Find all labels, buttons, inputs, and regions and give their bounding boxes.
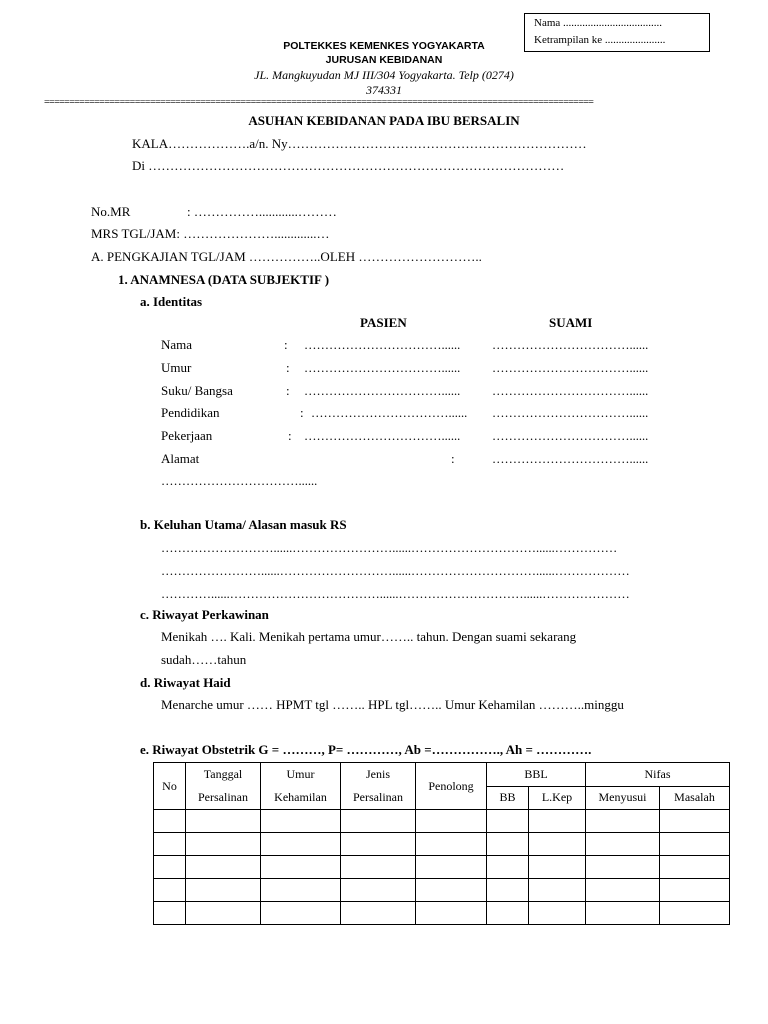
- col-lkep: L.Kep: [529, 786, 586, 810]
- col-umur-kehamilan: [261, 763, 341, 810]
- table-cell[interactable]: [660, 879, 730, 902]
- pendidikan-colon: :: [300, 405, 304, 420]
- table-cell[interactable]: [660, 902, 730, 925]
- identitas-heading: a. Identitas: [140, 294, 203, 309]
- table-cell[interactable]: [186, 902, 261, 925]
- table-cell[interactable]: [186, 833, 261, 856]
- table-cell[interactable]: [529, 856, 586, 879]
- col-umur-label: Umur: [286, 767, 315, 781]
- alamat-pasien-field[interactable]: ……………………………......: [161, 474, 318, 488]
- umur-pasien-field[interactable]: ……………………………......: [304, 361, 461, 375]
- table-cell[interactable]: [186, 856, 261, 879]
- keluhan-line-1[interactable]: ………………………......……………………......…………………………......……………: [161, 541, 618, 555]
- address: JL. Mangkuyudan MJ III/304 Yogyakarta. Telp (0274): [254, 68, 514, 82]
- pendidikan-pasien-field[interactable]: ……………………………......: [311, 406, 468, 420]
- table-cell[interactable]: [487, 902, 529, 925]
- nomr-field[interactable]: : ……………............………: [187, 204, 337, 219]
- table-row: [154, 879, 730, 902]
- umur-colon: :: [286, 360, 290, 375]
- obstetrik-heading: e. Riwayat Obstetrik G = ………, P= …………, Ab =……………., Ah = ………….: [140, 742, 592, 757]
- col-no: No: [154, 763, 186, 810]
- col-bb: BB: [487, 786, 529, 810]
- col-menyusui: Menyusui: [586, 786, 660, 810]
- table-cell[interactable]: [586, 856, 660, 879]
- col-jenis-persalinan-label: Persalinan: [353, 790, 403, 804]
- col-bbl: BBL: [487, 763, 586, 787]
- table-cell[interactable]: [154, 856, 186, 879]
- nama-suami-field[interactable]: ……………………………......: [492, 338, 649, 352]
- perkawinan-heading: c. Riwayat Perkawinan: [140, 607, 269, 622]
- alamat-label: Alamat: [161, 451, 200, 466]
- table-row: [154, 902, 730, 925]
- nama-pasien-field[interactable]: ……………………………......: [304, 338, 461, 352]
- table-cell[interactable]: [660, 810, 730, 833]
- table-row: [154, 833, 730, 856]
- table-cell[interactable]: [586, 833, 660, 856]
- table-cell[interactable]: [416, 810, 487, 833]
- table-cell[interactable]: [487, 833, 529, 856]
- suku-bangsa-colon: :: [286, 383, 290, 398]
- table-cell[interactable]: [416, 879, 487, 902]
- table-cell[interactable]: [261, 902, 341, 925]
- header-separator: =============================================================================================================: [44, 97, 594, 108]
- table-cell[interactable]: [186, 879, 261, 902]
- table-cell[interactable]: [341, 856, 416, 879]
- umur-suami-field[interactable]: ……………………………......: [492, 361, 649, 375]
- table-cell[interactable]: [487, 879, 529, 902]
- institution-name: POLTEKKES KEMENKES YOGYAKARTA: [283, 40, 485, 52]
- pengkajian-line[interactable]: A. PENGKAJIAN TGL/JAM ……………..OLEH ………………………..: [91, 249, 482, 264]
- suku-bangsa-pasien-field[interactable]: ……………………………......: [304, 384, 461, 398]
- nama-colon: :: [284, 337, 288, 352]
- table-cell[interactable]: [660, 856, 730, 879]
- obstetric-history-table: [153, 762, 730, 925]
- perkawinan-line-2[interactable]: sudah……tahun: [161, 652, 247, 667]
- table-cell[interactable]: [154, 810, 186, 833]
- haid-line-1[interactable]: Menarche umur …… HPMT tgl …….. HPL tgl…….. Umur Kehamilan ………..minggu: [161, 697, 624, 712]
- alamat-suami-field[interactable]: ……………………………......: [492, 452, 649, 466]
- pekerjaan-colon: :: [288, 428, 292, 443]
- table-cell[interactable]: [529, 879, 586, 902]
- kala-line[interactable]: KALA……………….a/n. Ny……………………………………………………………: [132, 136, 587, 151]
- haid-heading: d. Riwayat Haid: [140, 675, 231, 690]
- table-cell[interactable]: [529, 902, 586, 925]
- table-cell[interactable]: [261, 879, 341, 902]
- di-line[interactable]: Di ……………………………………………………………………………………: [132, 158, 565, 173]
- page-title: ASUHAN KEBIDANAN PADA IBU BERSALIN: [248, 113, 520, 128]
- table-cell[interactable]: [341, 833, 416, 856]
- table-cell[interactable]: [586, 879, 660, 902]
- mrs-line[interactable]: MRS TGL/JAM: ………………….............…: [91, 226, 330, 241]
- table-cell[interactable]: [586, 810, 660, 833]
- table-cell[interactable]: [341, 879, 416, 902]
- pendidikan-label: Pendidikan: [161, 405, 220, 420]
- table-header-row: [154, 763, 730, 787]
- alamat-colon: :: [451, 451, 455, 466]
- table-cell[interactable]: [529, 810, 586, 833]
- nama-field[interactable]: Nama ....................................: [534, 17, 663, 29]
- pekerjaan-suami-field[interactable]: ……………………………......: [492, 429, 649, 443]
- table-cell[interactable]: [487, 810, 529, 833]
- col-masalah: Masalah: [660, 786, 730, 810]
- pasien-column-header: PASIEN: [360, 315, 407, 330]
- anamnesa-heading: 1. ANAMNESA (DATA SUBJEKTIF ): [118, 272, 330, 287]
- ketrampilan-field[interactable]: Ketrampilan ke ......................: [534, 34, 666, 46]
- table-cell[interactable]: [341, 902, 416, 925]
- table-cell[interactable]: [154, 902, 186, 925]
- table-cell[interactable]: [416, 833, 487, 856]
- table-cell[interactable]: [416, 856, 487, 879]
- phone-number: 374331: [366, 83, 402, 97]
- table-cell[interactable]: [186, 810, 261, 833]
- keluhan-line-2[interactable]: ……………………......………………………......…………………………......………………: [161, 564, 630, 578]
- keluhan-heading: b. Keluhan Utama/ Alasan masuk RS: [140, 517, 347, 532]
- col-jenis-persalinan: [341, 763, 416, 810]
- pendidikan-suami-field[interactable]: ……………………………......: [492, 406, 649, 420]
- col-jenis-label: Jenis: [366, 767, 390, 781]
- pekerjaan-pasien-field[interactable]: ……………………………......: [304, 429, 461, 443]
- table-cell[interactable]: [261, 810, 341, 833]
- col-persalinan-label: Persalinan: [198, 790, 248, 804]
- suku-bangsa-suami-field[interactable]: ……………………………......: [492, 384, 649, 398]
- table-cell[interactable]: [261, 833, 341, 856]
- col-tanggal-persalinan: [186, 763, 261, 810]
- table-cell[interactable]: [416, 902, 487, 925]
- col-penolong: Penolong: [416, 763, 487, 810]
- col-tanggal-label: Tanggal: [203, 767, 243, 781]
- table-cell[interactable]: [261, 856, 341, 879]
- nama-label: Nama: [161, 337, 193, 352]
- table-cell[interactable]: [586, 902, 660, 925]
- table-cell[interactable]: [487, 856, 529, 879]
- table-cell[interactable]: [660, 833, 730, 856]
- perkawinan-line-1[interactable]: Menikah …. Kali. Menikah pertama umur…….. tahun. Dengan suami sekarang: [161, 629, 577, 644]
- suku-bangsa-label: Suku/ Bangsa: [161, 383, 233, 398]
- nomr-label: No.MR: [91, 204, 131, 219]
- table-cell[interactable]: [154, 833, 186, 856]
- umur-label: Umur: [161, 360, 192, 375]
- table-cell[interactable]: [154, 879, 186, 902]
- keluhan-line-3[interactable]: …………......………………………………......…………………………......…………………: [161, 587, 630, 601]
- table-row: [154, 856, 730, 879]
- table-row: [154, 810, 730, 833]
- department-name: JURUSAN KEBIDANAN: [325, 54, 443, 66]
- col-nifas: Nifas: [586, 763, 730, 787]
- table-cell[interactable]: [529, 833, 586, 856]
- table-cell[interactable]: [341, 810, 416, 833]
- pekerjaan-label: Pekerjaan: [161, 428, 213, 443]
- col-kehamilan-label: Kehamilan: [274, 790, 327, 804]
- suami-column-header: SUAMI: [549, 315, 593, 330]
